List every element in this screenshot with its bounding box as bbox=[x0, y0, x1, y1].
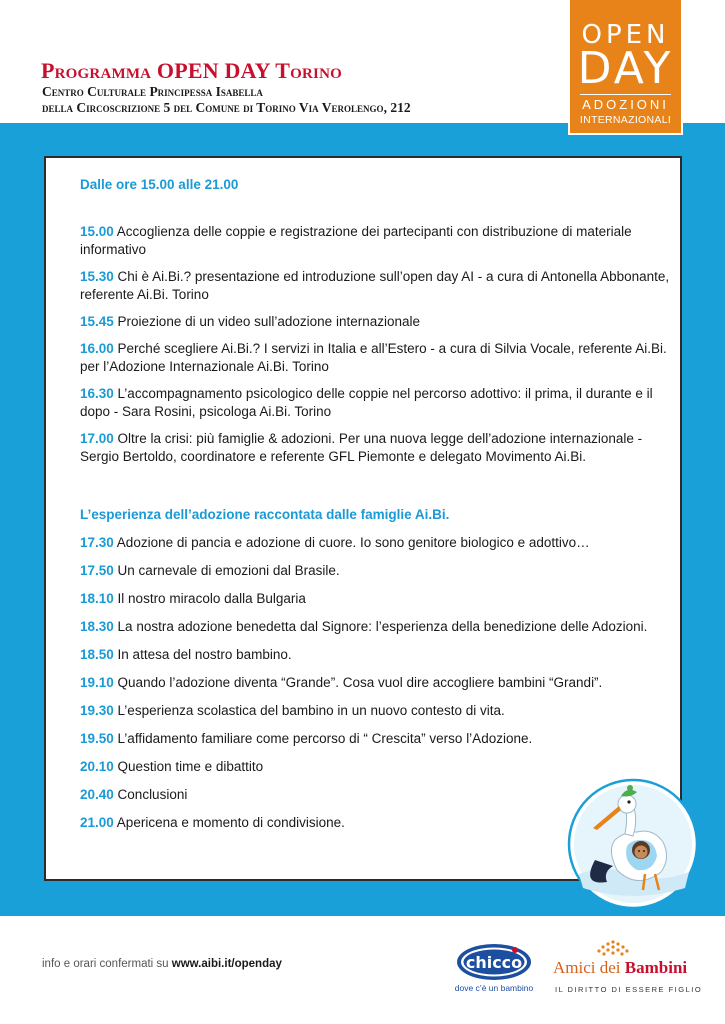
schedule-item bbox=[80, 385, 670, 421]
schedule-item-description: Chi è Ai.Bi.? presentazione ed introduzione sull’open day AI - a cura di Antonella Abbonante, referente Ai.Bi. Torino bbox=[80, 269, 670, 302]
schedule-item-description: Quando l’adozione diventa “Grande”. Cosa vuol dire accogliere bambini “Grandi”. bbox=[113, 675, 603, 690]
schedule-item-description: Conclusioni bbox=[113, 787, 188, 802]
footer-info-prefix: info e orari confermati su bbox=[42, 958, 172, 970]
schedule-item bbox=[80, 674, 670, 692]
badge-adozioni-text: ADOZIONI bbox=[582, 97, 669, 112]
badge-divider bbox=[580, 94, 671, 95]
schedule-item-time: 16.00 bbox=[80, 341, 114, 356]
amici-dei-bambini-wordmark bbox=[553, 958, 687, 978]
schedule-item-description: L’esperienza scolastica del bambino in un nuovo contesto di vita. bbox=[113, 703, 505, 718]
schedule-item-description: Adozione di pancia e adozione di cuore. Io sono genitore biologico e adottivo… bbox=[113, 535, 590, 550]
schedule-item bbox=[80, 758, 670, 776]
schedule-item-time: 20.10 bbox=[80, 759, 114, 774]
schedule-item-time: 16.30 bbox=[80, 386, 114, 401]
badge-open-text: OPEN bbox=[581, 20, 670, 50]
venue-address: della Circoscrizione 5 del Comune di Torino Via Verolengo, 212 bbox=[42, 100, 411, 115]
schedule-item-time: 17.30 bbox=[80, 535, 114, 550]
schedule-item bbox=[80, 430, 670, 466]
schedule-item-time: 15.45 bbox=[80, 314, 114, 329]
schedule-item bbox=[80, 730, 670, 748]
schedule-item-description: Accoglienza delle coppie e registrazione dei partecipanti con distribuzione di materiale informativo bbox=[80, 224, 632, 257]
section-heading-families: L’esperienza dell’adozione raccontata dalle famiglie Ai.Bi. bbox=[80, 507, 450, 522]
schedule-item-description: Question time e dibattito bbox=[113, 759, 264, 774]
schedule-item-time: 19.10 bbox=[80, 675, 114, 690]
aibi-wordmark-part2: Bambini bbox=[624, 958, 688, 977]
schedule-item-description: Perché scegliere Ai.Bi.? I servizi in Italia e all’Estero - a cura di Silvia Vocale, referente Ai.Bi. per l’Adozione Internazionale Ai.Bi. Torino bbox=[80, 341, 667, 374]
schedule-item bbox=[80, 223, 670, 259]
schedule-item bbox=[80, 534, 670, 552]
schedule-item-time: 18.30 bbox=[80, 619, 114, 634]
schedule-item-time: 17.50 bbox=[80, 563, 114, 578]
schedule-item bbox=[80, 590, 670, 608]
schedule-item-description: Un carnevale di emozioni dal Brasile. bbox=[113, 563, 340, 578]
schedule-item-time: 18.10 bbox=[80, 591, 114, 606]
footer-info bbox=[42, 958, 282, 970]
schedule-item-description: La nostra adozione benedetta dal Signore: l’esperienza della benedizione delle Adozioni. bbox=[113, 619, 648, 634]
schedule-item bbox=[80, 340, 670, 376]
schedule-item-description: In attesa del nostro bambino. bbox=[113, 647, 292, 662]
schedule-item-description: L’accompagnamento psicologico delle coppie nel percorso adottivo: il prima, il durante e il dopo - Sara Rosini, psicologa Ai.Bi. Torino bbox=[80, 386, 653, 419]
schedule-item bbox=[80, 562, 670, 580]
stork-mascot-icon bbox=[567, 778, 699, 910]
schedule-list-part1 bbox=[80, 223, 670, 466]
aibi-tagline: IL DIRITTO DI ESSERE FIGLIO bbox=[555, 985, 703, 994]
section-heading-schedule: Dalle ore 15.00 alle 21.00 bbox=[80, 177, 239, 192]
schedule-item-time: 15.00 bbox=[80, 224, 114, 239]
chicco-logo-text: chicco bbox=[465, 953, 523, 972]
schedule-item-description: L’affidamento familiare come percorso di “ Crescita” verso l’Adozione. bbox=[113, 731, 533, 746]
schedule-item bbox=[80, 702, 670, 720]
badge-day-text: DAY bbox=[577, 43, 674, 94]
schedule-item bbox=[80, 646, 670, 664]
open-day-badge bbox=[568, 0, 683, 135]
schedule-item-time: 19.30 bbox=[80, 703, 114, 718]
schedule-item-description: Apericena e momento di condivisione. bbox=[113, 815, 345, 830]
venue-name: Centro Culturale Principessa Isabella bbox=[42, 84, 263, 99]
schedule-item bbox=[80, 313, 670, 331]
schedule-item-time: 18.50 bbox=[80, 647, 114, 662]
chicco-tagline: dove c’è un bambino bbox=[454, 983, 534, 993]
aibi-wordmark-part1: Amici dei bbox=[553, 958, 625, 977]
schedule-item-time: 17.00 bbox=[80, 431, 114, 446]
schedule-item-description: Oltre la crisi: più famiglie & adozioni. Per una nuova legge dell’adozione internazionale - Sergio Bertoldo, coordinatore e referente GFL Piemonte e delegato Movimento Ai.Bi. bbox=[80, 431, 643, 464]
schedule-item bbox=[80, 268, 670, 304]
badge-internazionali-text: INTERNAZIONALI bbox=[579, 114, 672, 126]
schedule-item-description: Il nostro miracolo dalla Bulgaria bbox=[113, 591, 306, 606]
footer-info-link[interactable]: www.aibi.it/openday bbox=[171, 958, 282, 970]
schedule-item-time: 21.00 bbox=[80, 815, 114, 830]
schedule-item bbox=[80, 618, 670, 636]
schedule-item-time: 20.40 bbox=[80, 787, 114, 802]
schedule-item-time: 15.30 bbox=[80, 269, 114, 284]
page-title: Programma OPEN DAY Torino bbox=[41, 58, 342, 83]
schedule-item-description: Proiezione di un video sull’adozione internazionale bbox=[113, 314, 420, 329]
schedule-item-time: 19.50 bbox=[80, 731, 114, 746]
